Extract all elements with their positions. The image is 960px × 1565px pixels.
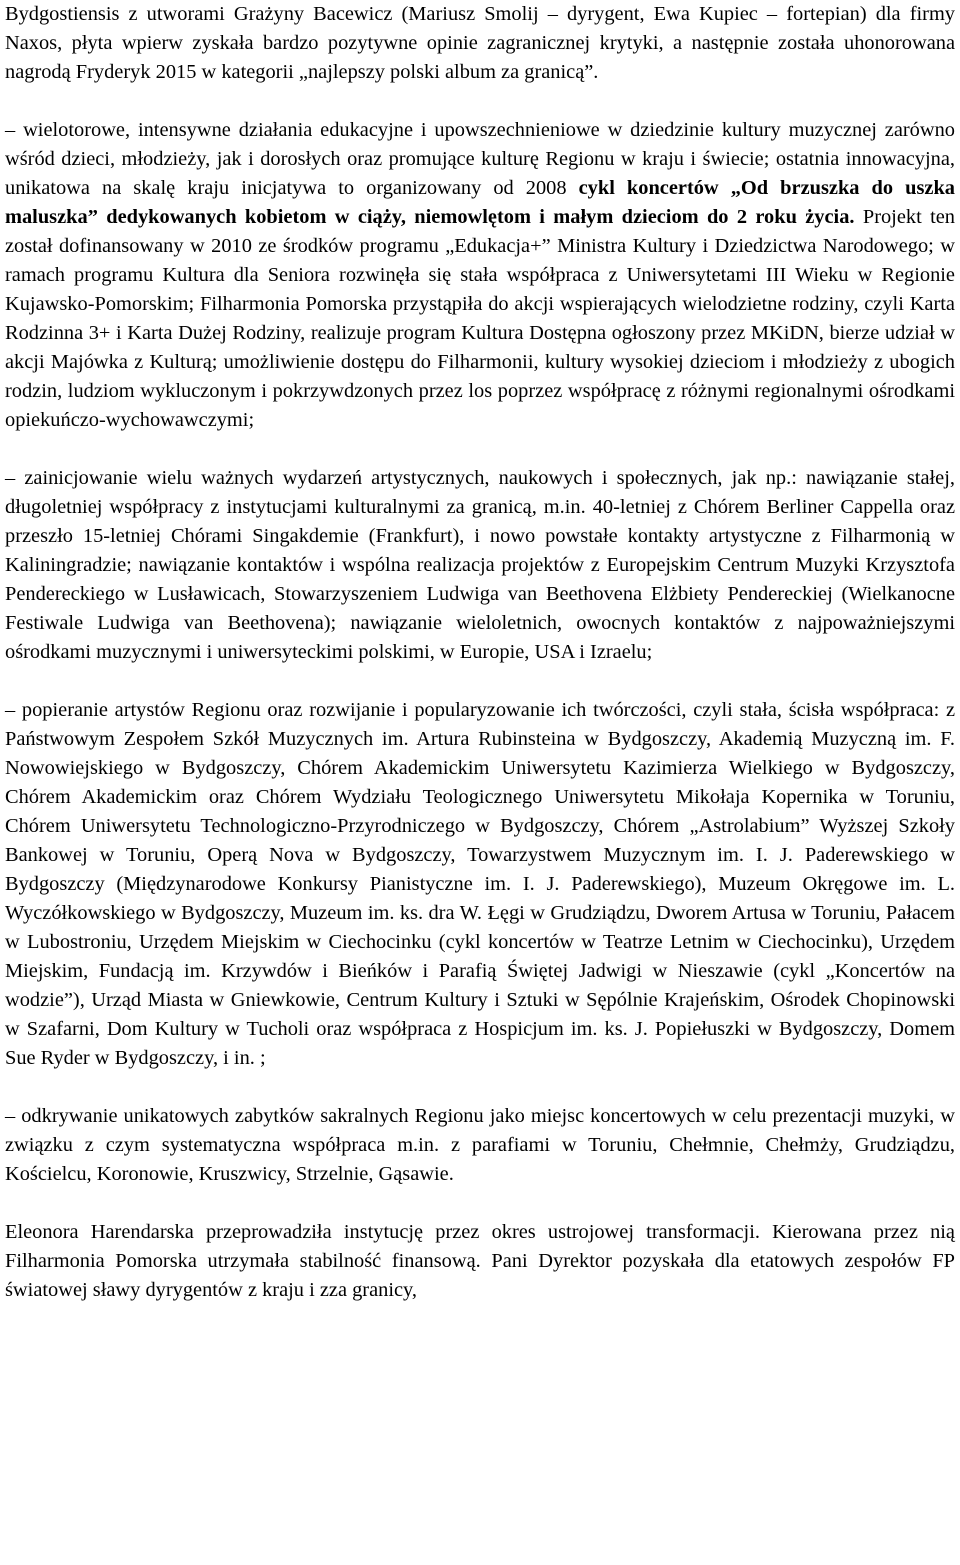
paragraph-education <box>5 116 955 435</box>
paragraph-spacer <box>5 1073 955 1102</box>
paragraph-text: – wielotorowe, intensywne działania edukacyjne i upowszechnieniowe w dziedzinie kultury muzycznej zarówno wśród dzieci, młodzieży, jak i dorosłych oraz promujące kulturę Regionu w kraju i świecie; ostatnia innowacyjna, unikatowa na skalę kraju inicjatywa to organizowany od 2008 <box>5 119 955 199</box>
paragraph-spacer <box>5 667 955 696</box>
paragraph-text: Bydgostiensis z utworami Grażyny Bacewicz (Mariusz Smolij – dyrygent, Ewa Kupiec – fortepian) dla firmy Naxos, płyta wpierw zyskała bardzo pozytywne opinie zagranicznej krytyki, a następnie została uhonorowana nagrodą Fryderyk 2015 w kategorii „najlepszy polski album za granicą”. <box>5 3 955 83</box>
paragraph-text: – odkrywanie unikatowych zabytków sakralnych Regionu jako miejsc koncertowych w celu prezentacji muzyki, w związku z czym systematyczna współpraca m.in. z parafiami w Toruniu, Chełmnie, Chełmży, Grudziądzu, Kościelcu, Koronowie, Kruszwicy, Strzelnie, Gąsawie. <box>5 1105 955 1185</box>
paragraph-naxos-album <box>5 0 955 87</box>
bold-concert-cycle: cykl koncertów „Od brzuszka do uszka maluszka” dedykowanych kobietom w ciąży, niemowlętom i małym dzieciom do 2 roku życia. <box>5 177 955 228</box>
paragraph-spacer <box>5 1189 955 1218</box>
paragraph-text: Eleonora Harendarska przeprowadziła instytucję przez okres ustrojowej transformacji. Kierowana przez nią Filharmonia Pomorska utrzymała stabilność finansową. Pani Dyrektor pozyskała dla etatowych zespołów FP światowej sławy dyrygentów z kraju i zza granicy, <box>5 1221 955 1301</box>
paragraph-spacer <box>5 435 955 464</box>
paragraph-text: – popieranie artystów Regionu oraz rozwijanie i popularyzowanie ich twórczości, czyli stała, ścisła współpraca: z Państwowym Zespołem Szkół Muzycznych im. Artura Rubinsteina w Bydgoszczy, Akademią Muzyczną im. F. Nowowiejskiego w Bydgoszczy, Chórem Akademickim Uniwersytetu Kazimierza Wielkiego w Bydgoszczy, Chórem Akademickim oraz Chórem Wydziału Teologicznego Uniwersytetu Mikołaja Kopernika w Toruniu, Chórem Uniwersytetu Technologiczno-Przyrodniczego w Bydgoszczy, Chórem „Astrolabium” Wyższej Szkoły Bankowej w Toruniu, Operą Nova w Bydgoszczy, Towarzystwem Muzycznym im. I. J. Paderewskiego w Bydgoszczy (Międzynarodowe Konkursy Pianistyczne im. I. J. Paderewskiego), Muzeum Okręgowe im. L. Wyczółkowskiego w Bydgoszczy, Muzeum im. ks. dra W. Łęgi w Grudziądzu, Dworem Artusa w Toruniu, Pałacem w Lubostroniu, Urzędem Miejskim w Ciechocinku (cykl koncertów w Teatrze Letnim w Ciechocinku), Urzędem Miejskim, Fundacją im. Krzywdów i Bieńków i Parafią Świętej Jadwigi w Nieszawie (cykl „Koncertów na wodzie”), Urząd Miasta w Gniewkowie, Centrum Kultury i Sztuki w Sępólnie Krajeńskim, Ośrodek Chopinowski w Szafarni, Dom Kultury w Tucholi oraz współpraca z Hospicjum im. ks. J. Popiełuszki w Bydgoszczy, Domem Sue Ryder w Bydgoszczy, i in. ; <box>5 699 955 1069</box>
paragraph-spacer <box>5 87 955 116</box>
paragraph-international-events <box>5 464 955 667</box>
paragraph-regional-artists <box>5 696 955 1073</box>
paragraph-sacral-monuments <box>5 1102 955 1189</box>
paragraph-text: – zainicjowanie wielu ważnych wydarzeń artystycznych, naukowych i społecznych, jak np.: nawiązanie stałej, długoletniej współpracy z instytucjami kulturalnymi za granicą, m.in. 40-letniej z Chórem Berliner Cappella oraz przeszło 15-letniej Chórami Singakdemie (Frankfurt), i nowo powstałe kontakty artystyczne z Filharmonią w Kaliningradzie; nawiązanie kontaktów i wspólna realizacja projektów z Europejskim Centrum Muzyki Krzysztofa Pendereckiego w Lusławicach, Stowarzyszeniem Ludwiga van Beethovena Elżbiety Pendereckiej (Wielkanocne Festiwale Ludwiga van Beethovena); nawiązanie wieloletnich, owocnych kontaktów z najpoważniejszymi ośrodkami muzycznymi i uniwersyteckimi polskimi, w Europie, USA i Izraelu; <box>5 467 955 663</box>
paragraph-director-transformation <box>5 1218 955 1305</box>
paragraph-text: Projekt ten został dofinansowany w 2010 ze środków programu „Edukacja+” Ministra Kultury i Dziedzictwa Narodowego; w ramach programu Kultura dla Seniora rozwinęła się stała współpraca z Uniwersytetami III Wieku w Regionie Kujawsko-Pomorskim; Filharmonia Pomorska przystąpiła do akcji wspierających wielodzietne rodziny, czyli Karta Rodzinna 3+ i Karta Dużej Rodziny, realizuje program Kultura Dostępna ogłoszony przez MKiDN, bierze udział w akcji Majówka z Kulturą; umożliwienie dostępu do Filharmonii, kultury wysokiej dzieciom i młodzieży z ubogich rodzin, ludziom wykluczonym i pokrzywdzonych przez los poprzez współpracę z różnymi regionalnymi ośrodkami opiekuńczo-wychowawczymi; <box>5 206 955 431</box>
